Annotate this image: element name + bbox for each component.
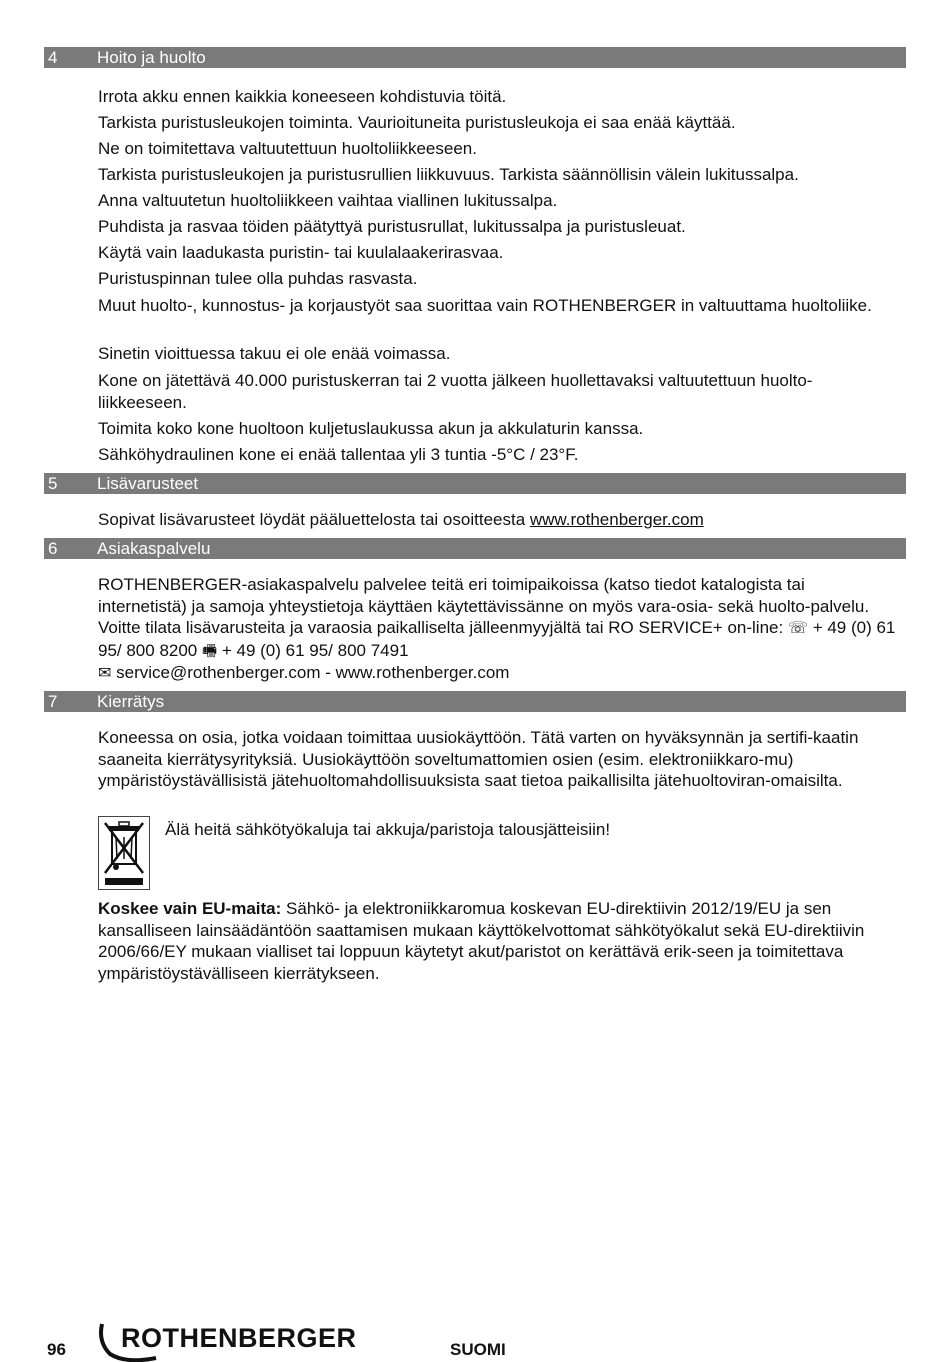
- care-line: Kone on jätettävä 40.000 puristuskerran tai 2 vuotta jälkeen huollettavaksi valtuutettuun huolto-liikkeeseen.: [98, 371, 813, 412]
- care-line: Ne on toimitettava valtuutettuun huoltoliikkeeseen.: [98, 139, 477, 158]
- fax-icon: 🖷: [202, 642, 218, 660]
- eu-disposal-sentence: Sähkö- ja elektroniikkaromua koskevan EU-direktiivin 2012/19/EU ja sen kansalliseen lainsäädäntöön saattamisen mukaan käyttökelvottomat sähkötyökalut sekä EU-direktiivin 2006/66/EY mukaan vialliset tai loppuun käytetyt akut/paristot on kerättävä erik-seen ja toimitettava ympäristöystävälliseen kierrätykseen.: [98, 899, 865, 983]
- website-link[interactable]: www.rothenberger.com: [529, 510, 704, 529]
- care-line: Sähköhydraulinen kone ei enää tallentaa yli 3 tuntia -5°C / 23°F.: [98, 445, 579, 464]
- section-number: 5: [48, 474, 58, 493]
- section-title: Asiakaspalvelu: [97, 539, 211, 558]
- care-line: Puhdista ja rasvaa töiden päätyttyä puristusrullat, lukitussalpa ja puristusleuat.: [98, 217, 686, 236]
- eu-disposal-text: [98, 898, 888, 984]
- section-7-header: [44, 691, 906, 712]
- section-number: 6: [48, 539, 58, 558]
- customer-service-sentence: ROTHENBERGER-asiakaspalvelu palvelee teitä eri toimipaikoissa (katso tiedot katalogista tai internetistä) ja samoja yhteystietoja käyttäen käytettävissänne on myös vara-osia- sekä huolto-palvelu. Voitte tilata lisävarusteita ja varaosia paikalliselta jälleenmyyjältä tai RO SERVICE+ on-line:: [98, 575, 870, 637]
- recycling-text: Koneessa on osia, jotka voidaan toimittaa uusiokäyttöön. Tätä varten on hyväksynnän ja sertifi-kaatin saaneita kierrätysyrityksiä. Uusiokäyttöön soveltumattomien osien (esim. elektroniikkaro-mu) ympäristöystävällisistä jätehuoltomahdollisuuksista saat tietoa paikallisilta jätehuoltoviran-omaisilta.: [98, 728, 859, 790]
- customer-service-text: [98, 574, 896, 685]
- accessories-text: [98, 509, 898, 531]
- section-title: Hoito ja huolto: [97, 48, 206, 67]
- care-line: Tarkista puristusleukojen ja puristusrullien liikkuvuus. Tarkista säännöllisin välein lukitussalpa.: [98, 165, 799, 184]
- page-number: 96: [47, 1340, 66, 1359]
- care-line: Muut huolto-, kunnostus- ja korjaustyöt saa suorittaa vain ROTHENBERGER in valtuuttama huoltoliike.: [98, 296, 872, 315]
- section-4-header: [44, 47, 906, 68]
- section-6-header: [44, 538, 906, 559]
- section-number: 4: [48, 48, 58, 67]
- crossed-out-wheelie-bin-icon: [98, 816, 150, 890]
- language-label: SUOMI: [450, 1340, 506, 1359]
- care-line: Sinetin vioittuessa takuu ei ole enää voimassa.: [98, 344, 451, 363]
- care-line: Toimita koko kone huoltoon kuljetuslaukussa akun ja akkulaturin kanssa.: [98, 419, 644, 438]
- section-title: Lisävarusteet: [97, 474, 199, 493]
- care-line: Tarkista puristusleukojen toiminta. Vaurioituneita puristusleukoja ei saa enää käyttää.: [98, 113, 736, 132]
- phone-icon: ☏: [787, 620, 808, 637]
- care-line: Käytä vain laadukasta puristin- tai kuulalaakerirasvaa.: [98, 243, 504, 262]
- eu-label: Koskee vain EU-maita:: [98, 899, 282, 918]
- care-line: Irrota akku ennen kaikkia koneeseen kohdistuvia töitä.: [98, 87, 507, 106]
- section-5-header: [44, 473, 906, 494]
- envelope-icon: ✉: [98, 665, 112, 682]
- accessories-sentence: Sopivat lisävarusteet löydät pääluettelosta tai osoitteesta: [98, 510, 530, 529]
- fax-number: + 49 (0) 61 95/ 800 7491: [221, 640, 409, 660]
- care-line: Puristuspinnan tulee olla puhdas rasvasta.: [98, 269, 418, 288]
- care-line: Anna valtuutetun huoltoliikkeen vaihtaa viallinen lukitussalpa.: [98, 191, 558, 210]
- logo-text: ROTHENBERGER: [121, 1323, 357, 1353]
- email-website[interactable]: service@rothenberger.com - www.rothenberger.com: [116, 663, 510, 682]
- rothenberger-logo: [96, 1320, 356, 1362]
- section-number: 7: [48, 692, 58, 711]
- phone-number: + 49 (0) 61 95/ 800 8200: [98, 618, 896, 660]
- section-title: Kierrätys: [97, 692, 165, 711]
- weee-warning: Älä heitä sähkötyökaluja tai akkuja/paristoja talousjätteisiin!: [165, 820, 611, 839]
